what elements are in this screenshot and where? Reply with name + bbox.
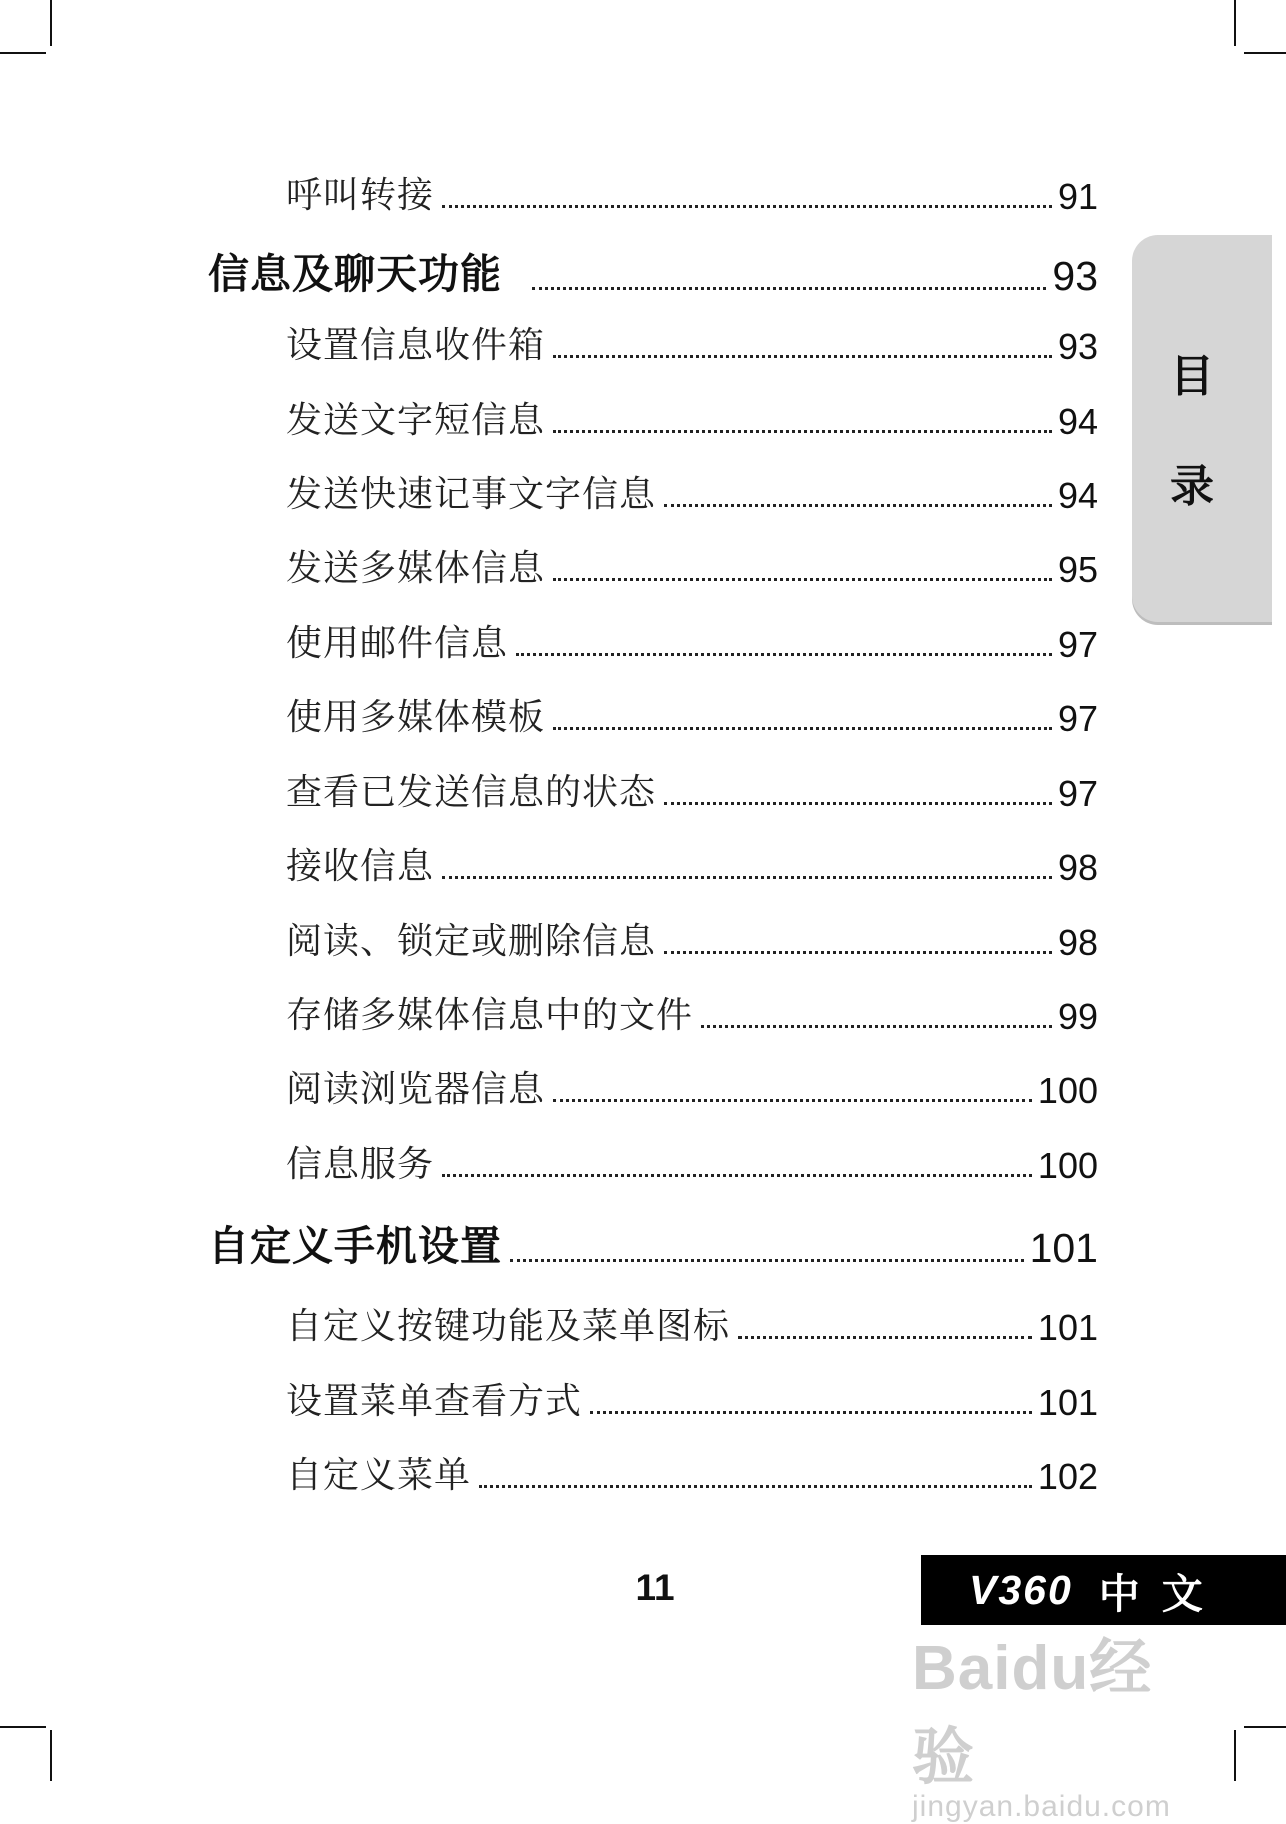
toc-entry-page: 100 [1037, 1070, 1098, 1111]
leader-dots [442, 205, 1052, 208]
leader-dots [510, 1259, 1024, 1262]
model-name: V360 [969, 1566, 1073, 1613]
toc-entry-title: 发送多媒体信息 [286, 548, 546, 589]
toc-entry-title: 存储多媒体信息中的文件 [286, 995, 694, 1036]
toc-entry[interactable] [286, 839, 1098, 889]
toc-entry-page: 91 [1057, 176, 1098, 217]
toc-entry-title: 发送快速记事文字信息 [286, 474, 657, 515]
toc-entry-page: 97 [1057, 698, 1098, 739]
leader-dots [516, 653, 1052, 656]
toc-entry-title: 设置菜单查看方式 [286, 1381, 583, 1422]
toc-entry-page: 97 [1057, 773, 1098, 814]
toc-entry-title: 信息服务 [286, 1144, 435, 1185]
toc-section[interactable] [208, 1222, 1098, 1272]
leader-dots [553, 1099, 1032, 1102]
leader-dots [553, 578, 1052, 581]
toc-entry-page: 101 [1037, 1382, 1098, 1423]
toc-entry[interactable] [286, 1137, 1098, 1187]
leader-dots [664, 504, 1052, 507]
leader-dots [590, 1411, 1032, 1414]
leader-dots [738, 1336, 1032, 1339]
toc-entry[interactable] [286, 1299, 1098, 1349]
toc-entry-title: 使用邮件信息 [286, 623, 509, 664]
crop-mark [1234, 1730, 1236, 1781]
toc-section-title: 信息及聊天功能 [208, 250, 502, 298]
watermark-brand: Baidu经验 [912, 1634, 1153, 1792]
crop-mark [1244, 1726, 1286, 1728]
toc-section-title: 自定义手机设置 [208, 1222, 502, 1270]
leader-dots [664, 802, 1052, 805]
toc-entry-title: 阅读浏览器信息 [286, 1069, 546, 1110]
leader-dots [479, 1485, 1032, 1488]
side-tab-char: 目 [1170, 351, 1214, 402]
toc-entry[interactable] [286, 765, 1098, 815]
toc-entry-title: 设置信息收件箱 [286, 325, 546, 366]
toc-entry-title: 接收信息 [286, 846, 435, 887]
toc-entry[interactable] [286, 1062, 1098, 1112]
toc-entry[interactable] [286, 616, 1098, 666]
leader-dots [442, 876, 1052, 879]
toc-entry-title: 自定义按键功能及菜单图标 [286, 1306, 731, 1347]
toc-entry[interactable] [286, 318, 1098, 368]
toc-entry[interactable] [286, 393, 1098, 443]
crop-mark [1234, 0, 1236, 46]
side-tab-char: 录 [1170, 461, 1214, 512]
contents-side-tab[interactable] [1132, 235, 1272, 622]
toc-entry-title: 自定义菜单 [286, 1455, 472, 1496]
toc-entry-page: 100 [1037, 1145, 1098, 1186]
toc-entry-title: 阅读、锁定或删除信息 [286, 921, 657, 962]
toc-entry-page: 102 [1037, 1456, 1098, 1497]
toc-section[interactable] [208, 250, 1098, 300]
toc-entry-title: 使用多媒体模板 [286, 697, 546, 738]
crop-mark [1244, 52, 1286, 54]
toc-entry-page: 98 [1057, 922, 1098, 963]
watermark-url: jingyan.baidu.com [912, 1790, 1171, 1823]
page-number: 11 [635, 1567, 675, 1608]
toc-entry[interactable] [286, 467, 1098, 517]
crop-mark [50, 0, 52, 46]
leader-dots [553, 430, 1052, 433]
toc-entry[interactable] [286, 168, 1098, 218]
toc-entry-page: 101 [1037, 1307, 1098, 1348]
toc-entry-title: 查看已发送信息的状态 [286, 772, 657, 813]
watermark [912, 1618, 1212, 1824]
toc-entry-page: 94 [1057, 475, 1098, 516]
crop-mark [50, 1730, 52, 1781]
toc-entry-title: 呼叫转接 [286, 175, 435, 216]
language-label: 中文 [1098, 1570, 1225, 1617]
toc-entry-page: 97 [1057, 624, 1098, 665]
leader-dots [701, 1025, 1052, 1028]
toc-entry[interactable] [286, 988, 1098, 1038]
toc-entry[interactable] [286, 541, 1098, 591]
toc-entry-title: 发送文字短信息 [286, 400, 546, 441]
leader-dots [442, 1174, 1032, 1177]
toc-entry[interactable] [286, 914, 1098, 964]
toc-section-page: 93 [1052, 253, 1098, 299]
toc-entry-page: 95 [1057, 549, 1098, 590]
toc-entry[interactable] [286, 1374, 1098, 1424]
toc-entry-page: 94 [1057, 401, 1098, 442]
model-banner [921, 1555, 1286, 1625]
leader-dots [532, 287, 1046, 290]
toc-entry-page: 99 [1057, 996, 1098, 1037]
toc-entry[interactable] [286, 690, 1098, 740]
toc-entry-page: 98 [1057, 847, 1098, 888]
toc-section-page: 101 [1029, 1225, 1098, 1271]
toc-entry[interactable] [286, 1448, 1098, 1498]
crop-mark [0, 52, 46, 54]
crop-mark [0, 1726, 46, 1728]
toc-entry-page: 93 [1057, 326, 1098, 367]
leader-dots [553, 727, 1052, 730]
leader-dots [664, 951, 1052, 954]
leader-dots [553, 355, 1052, 358]
